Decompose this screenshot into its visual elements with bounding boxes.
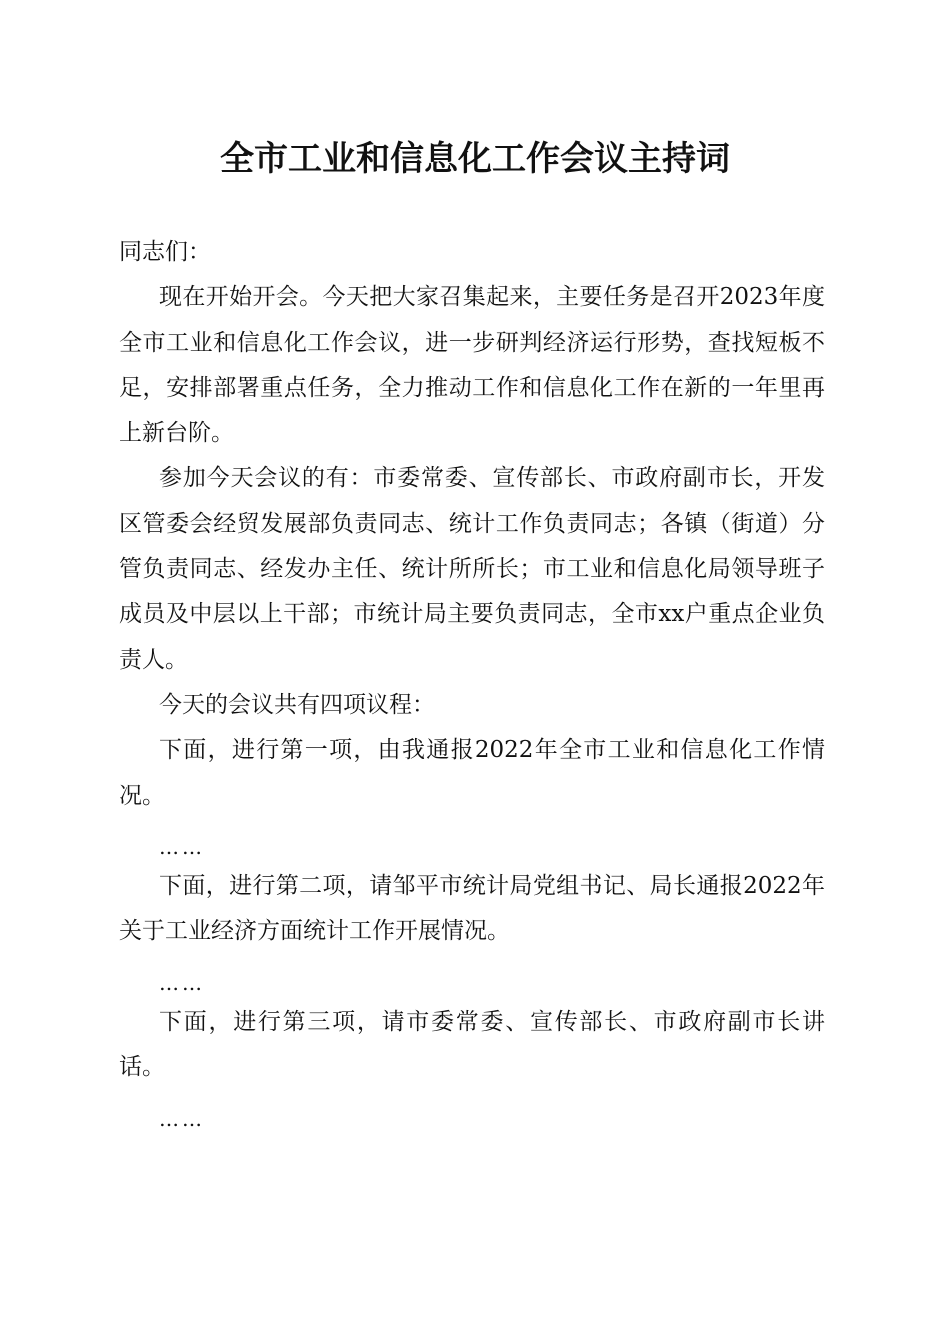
ellipsis-1: …… [159,834,205,859]
paragraph-opening: 现在开始开会。今天把大家召集起来，主要任务是召开2023年度全市工业和信息化工作会议，进一步研判经济运行形势，查找短板不足，安排部署重点任务，全力推动工作和信息化工作在新的一年里再上新台阶。 [119,284,825,447]
paragraph-agenda-item-1: 下面，进行第一项，由我通报2022年全市工业和信息化工作情况。 [119,737,825,809]
paragraph-attendees: 参加今天会议的有：市委常委、宣传部长、市政府副市长，开发区管委会经贸发展部负责同志、统计工作负责同志；各镇（街道）分管负责同志、经发办主任、统计所所长；市工业和信息化局领导班子成员及中层以上干部；市统计局主要负责同志，全市xx户重点企业负责人。 [119,465,825,673]
paragraph-agenda-item-2: 下面，进行第二项，请邹平市统计局党组书记、局长通报2022年关于工业经济方面统计工作开展情况。 [119,873,825,945]
document-title: 全市工业和信息化工作会议主持词 [220,139,730,179]
paragraph-agenda-item-3: 下面，进行第三项，请市委常委、宣传部长、市政府副市长讲话。 [119,1009,825,1081]
document-body [119,230,825,1136]
ellipsis-3: …… [159,1106,205,1131]
paragraph-agenda-intro: 今天的会议共有四项议程： [159,691,435,718]
salutation: 同志们： [119,239,211,265]
ellipsis-2: …… [159,970,205,995]
